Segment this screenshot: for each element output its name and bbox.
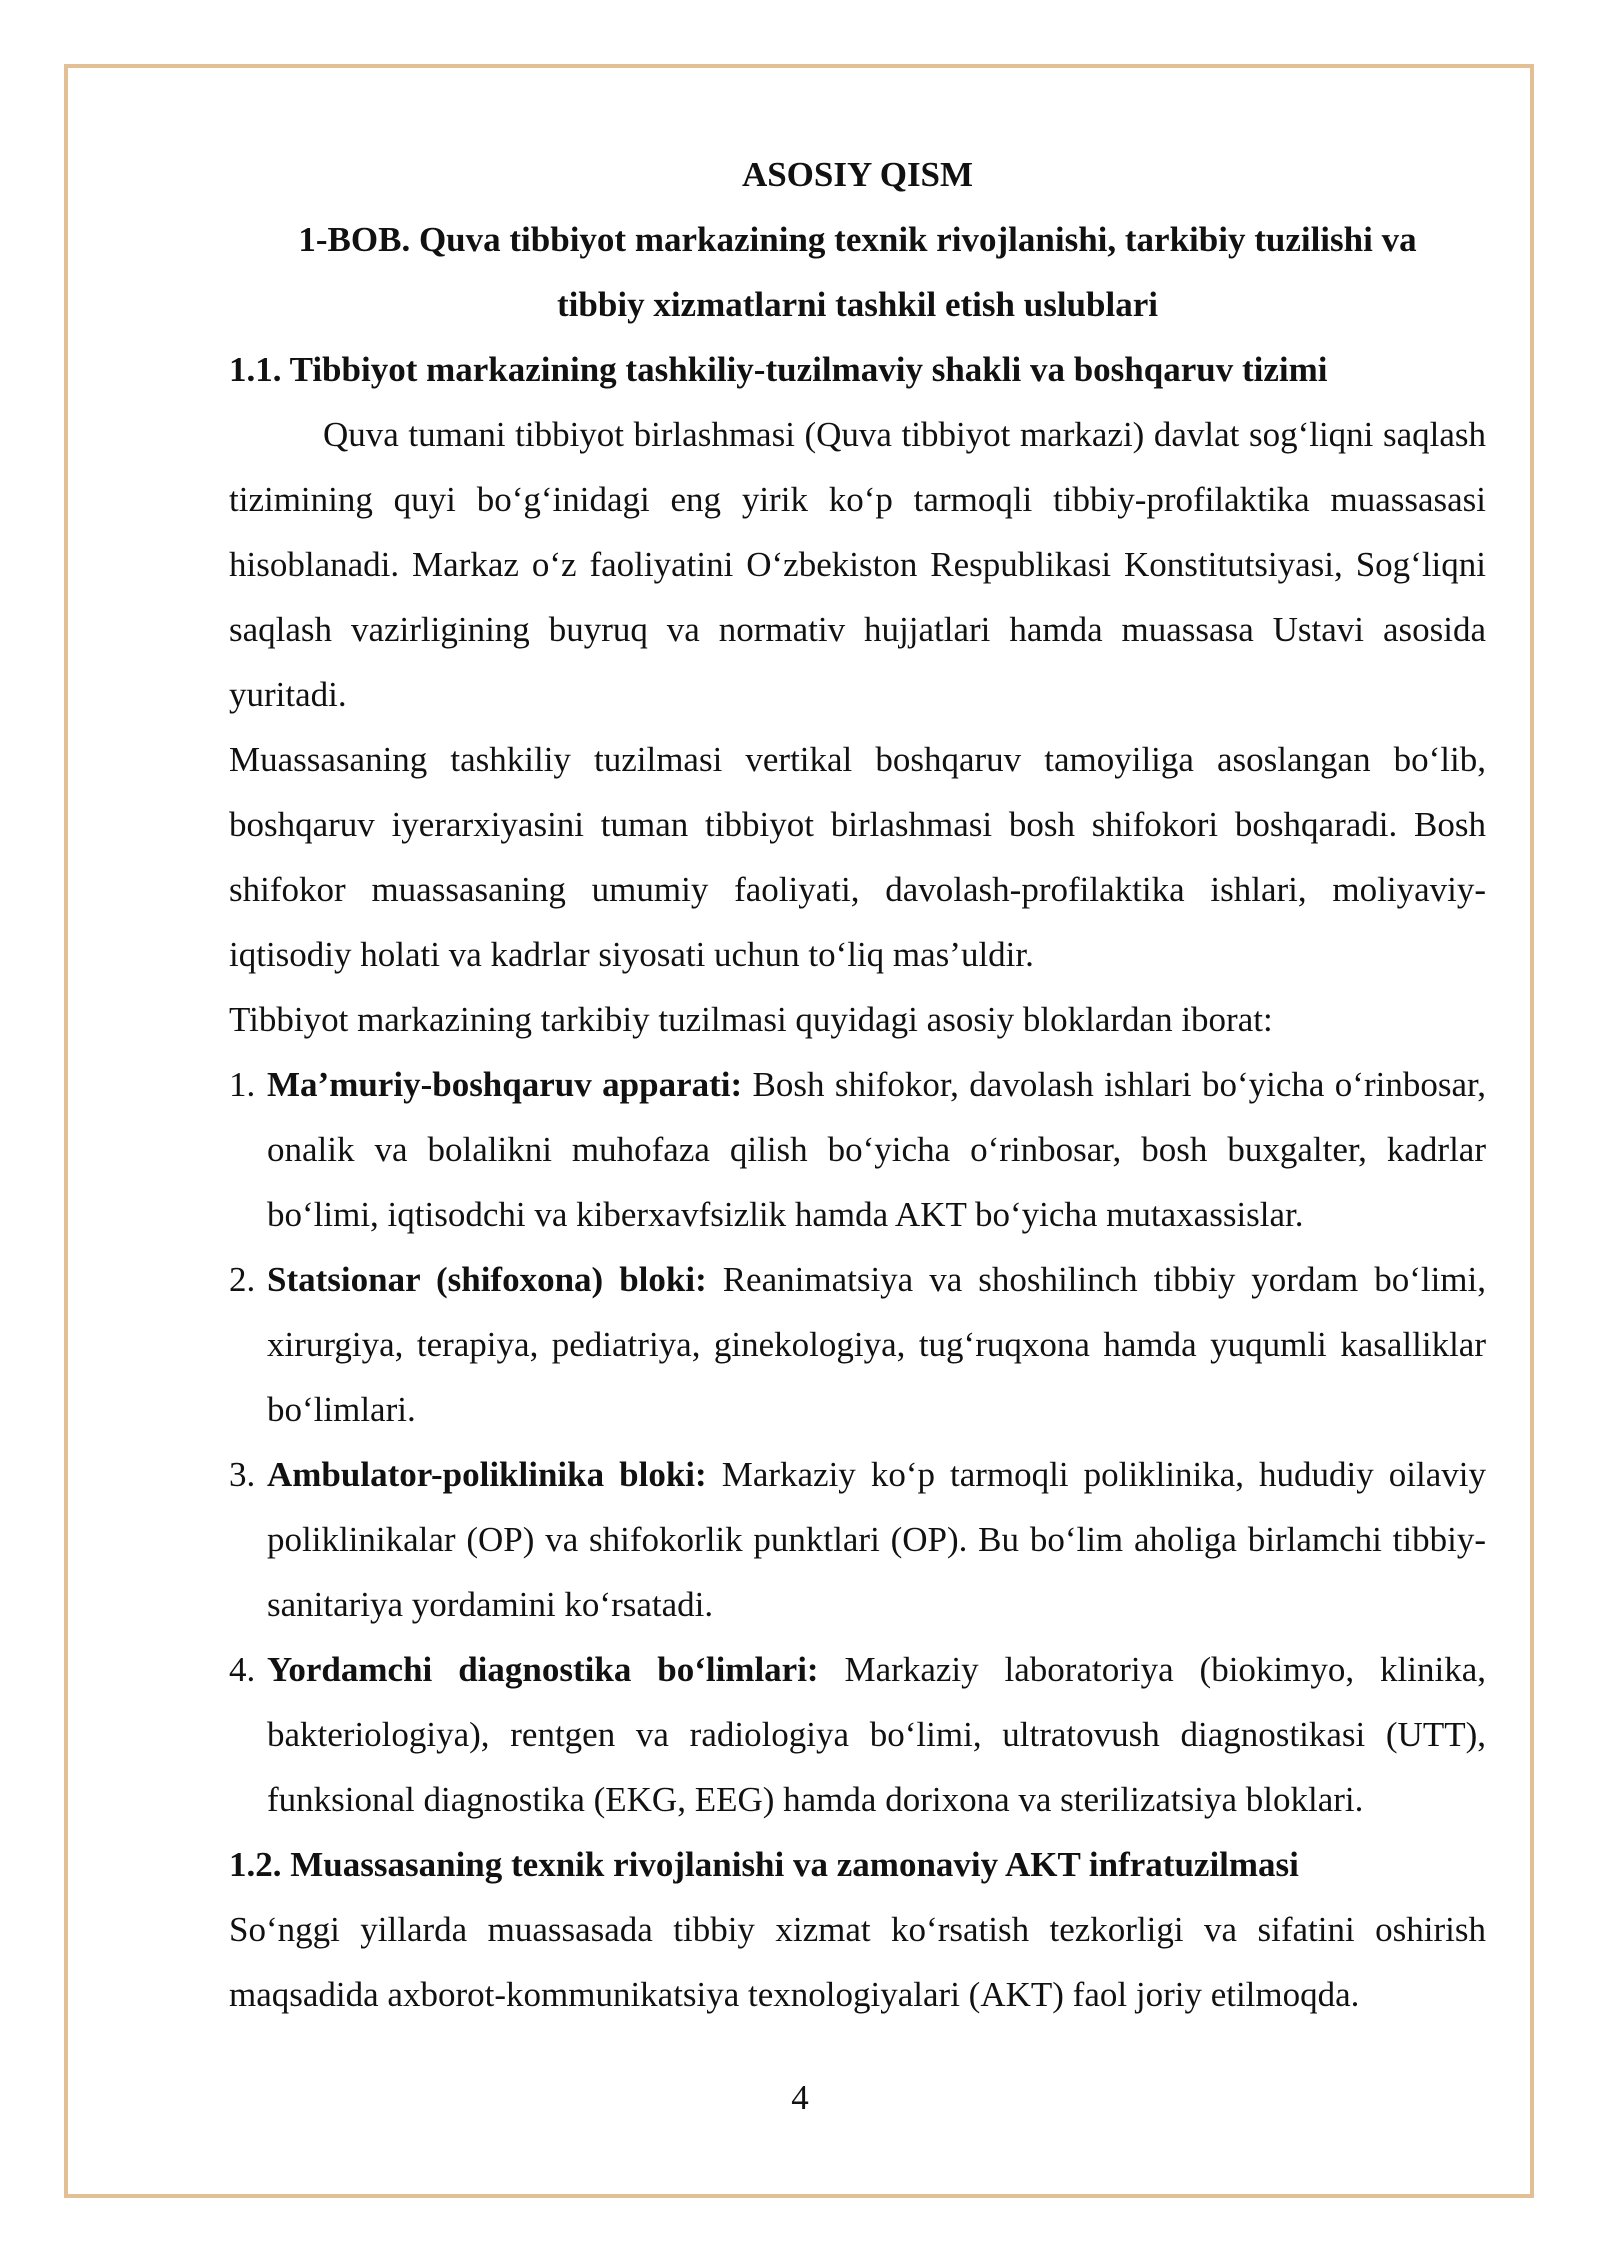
list-item-label: Statsionar (shifoxona) bloki: <box>267 1260 707 1299</box>
list-item-4 <box>229 1637 1486 1832</box>
list-item-label: Yordamchi diagnostika bo‘limlari: <box>267 1650 819 1689</box>
document-body <box>229 142 1486 2027</box>
list-item-number: 1. <box>229 1065 256 1104</box>
list-item-number: 3. <box>229 1455 256 1494</box>
section-1-1-paragraph-3: Tibbiyot markazining tarkibiy tuzilmasi quyidagi asosiy bloklardan iborat: <box>229 1000 1273 1039</box>
page-number: 4 <box>791 2078 809 2117</box>
section-1-2-paragraph-1: So‘nggi yillarda muassasada tibbiy xizmat ko‘rsatish tezkorligi va sifatini oshirish maqsadida axborot-kommunikatsiya texnologiyalari (AKT) faol joriy etilmoqda. <box>229 1910 1486 2014</box>
list-item-text: Reanimatsiya va shoshilinch tibbiy yordam bo‘limi, xirurgiya, terapiya, pediatriya, ginekologiya, tug‘ruqxona hamda yuqumli kasalliklar bo‘limlari. <box>267 1260 1487 1429</box>
list-item-label: Ambulator-poliklinika bloki: <box>267 1455 707 1494</box>
list-item-text: Bosh shifokor, davolash ishlari bo‘yicha o‘rinbosar, onalik va bolalikni muhofaza qilish bo‘yicha o‘rinbosar, bosh buxgalter, kadrlar bo‘limi, iqtisodchi va kiberxavfsizlik hamda AKT bo‘yicha mutaxassislar. <box>267 1065 1486 1234</box>
section-1-1-paragraph-1: Quva tumani tibbiyot birlashmasi (Quva tibbiyot markazi) davlat sog‘liqni saqlash tizimining quyi bo‘g‘inidagi eng yirik ko‘p tarmoqli tibbiy-profilaktika muassasasi hisoblanadi. Markaz o‘z faoliyatini O‘zbekiston Respublikasi Konstitutsiyasi, Sog‘liqni saqlash vazirligining buyruq va normativ hujjatlari hamda muassasa Ustavi asosida yuritadi. <box>229 415 1486 714</box>
section-1-1-paragraph-2: Muassasaning tashkiliy tuzilmasi vertikal boshqaruv tamoyiliga asoslangan bo‘lib, boshqaruv iyerarxiyasini tuman tibbiyot birlashmasi bosh shifokori boshqaradi. Bosh shifokor muassasaning umumiy faoliyati, davolash-profilaktika ishlari, moliyaviy-iqtisodiy holati va kadrlar siyosati uchun to‘liq mas’uldir. <box>229 740 1486 974</box>
chapter-title-line1: 1-BOB. Quva tibbiyot markazining texnik rivojlanishi, tarkibiy tuzilishi va <box>298 220 1417 259</box>
list-item-text: Markaziy laboratoriya (biokimyo, klinika, bakteriologiya), rentgen va radiologiya bo‘limi, ultratovush diagnostikasi (UTT), funksional diagnostika (EKG, EEG) hamda dorixona va sterilizatsiya bloklari. <box>267 1650 1486 1819</box>
page-title: ASOSIY QISM <box>741 155 974 194</box>
list-item-text: Markaziy ko‘p tarmoqli poliklinika, hududiy oilaviy poliklinikalar (OP) va shifokorlik punktlari (OP). Bu bo‘lim aholiga birlamchi tibbiy-sanitariya yordamini ko‘rsatadi. <box>267 1455 1486 1624</box>
list-item-number: 2. <box>229 1260 256 1299</box>
list-item-label: Ma’muriy-boshqaruv apparati: <box>267 1065 743 1104</box>
list-item-number: 4. <box>229 1650 256 1689</box>
list-item-2 <box>229 1247 1486 1442</box>
section-1-1-heading: 1.1. Tibbiyot markazining tashkiliy-tuzilmaviy shakli va boshqaruv tizimi <box>229 350 1328 389</box>
list-item-3 <box>229 1442 1486 1637</box>
list-item-1 <box>229 1052 1486 1247</box>
section-1-2-heading: 1.2. Muassasaning texnik rivojlanishi va zamonaviy AKT infratuzilmasi <box>229 1845 1299 1884</box>
chapter-title-line2: tibbiy xizmatlarni tashkil etish uslublari <box>557 285 1158 324</box>
